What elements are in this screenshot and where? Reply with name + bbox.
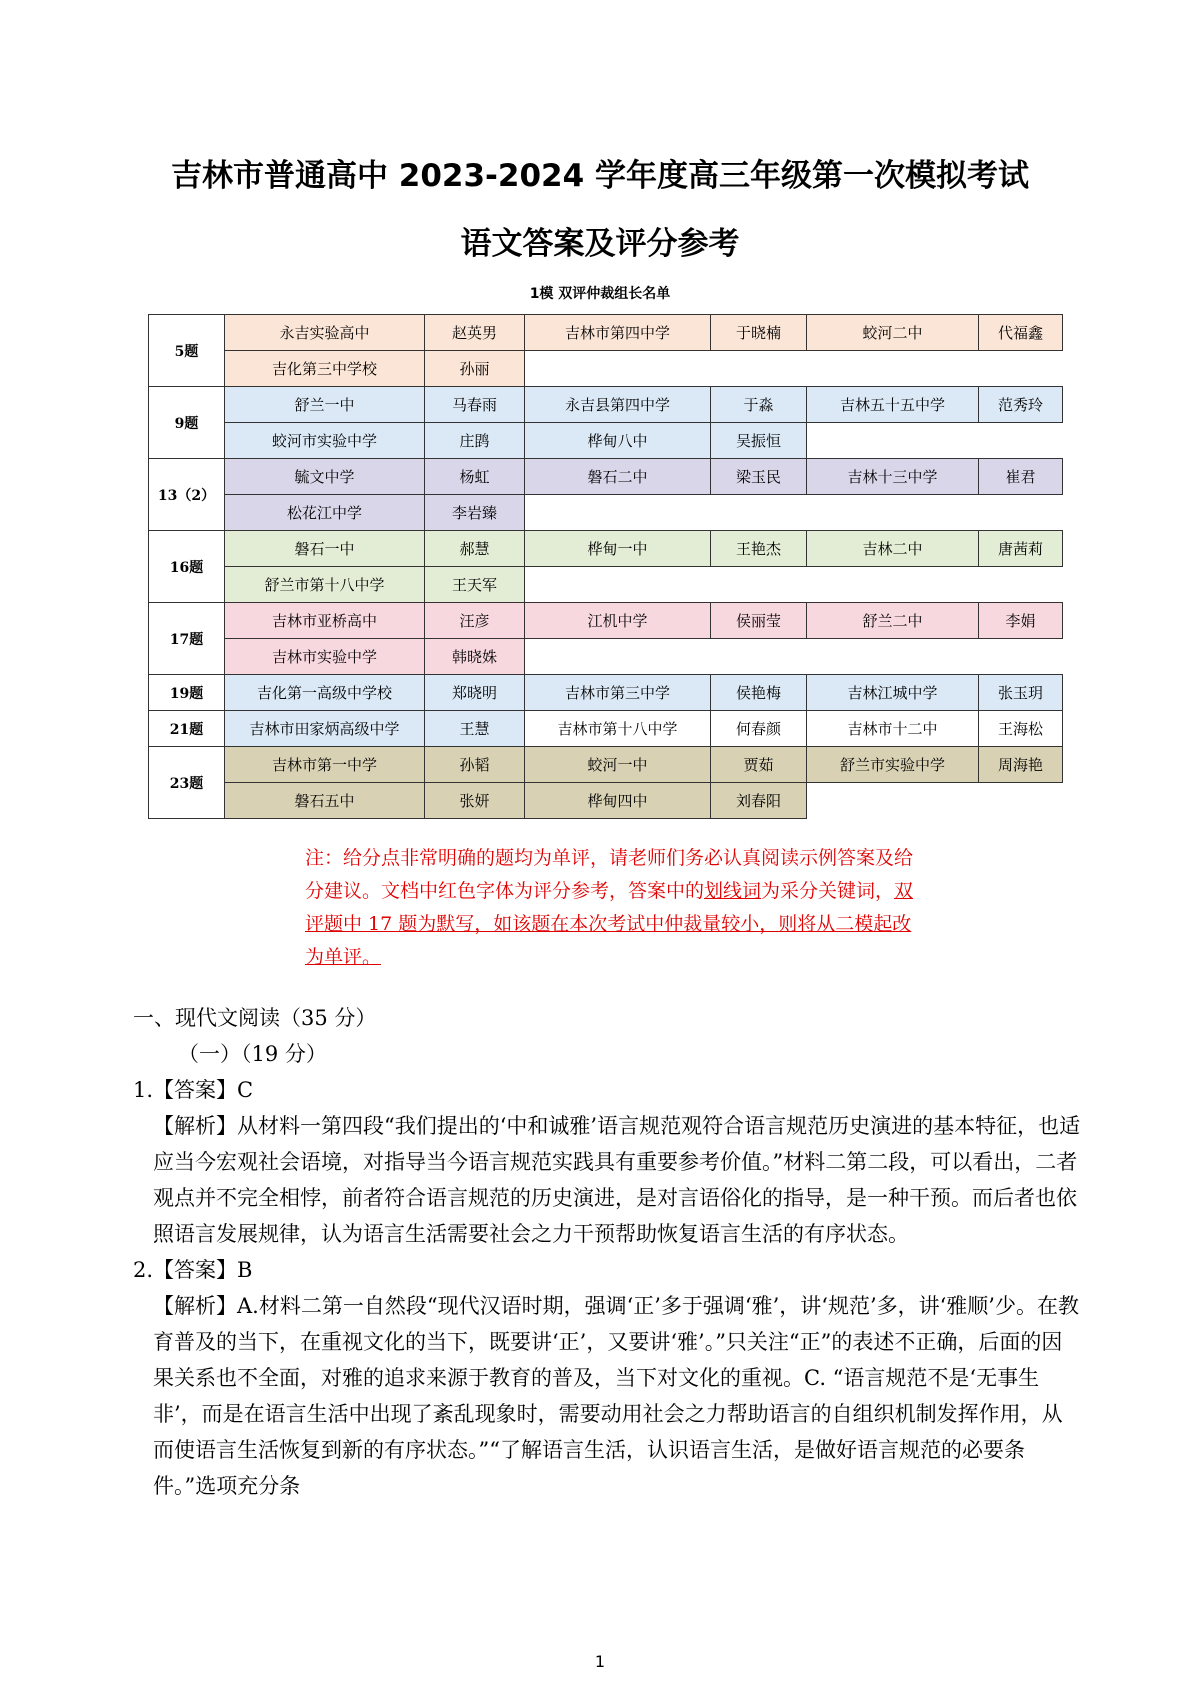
leader-cell: 赵英男 (425, 315, 525, 351)
empty-cell (807, 639, 979, 675)
note-text-2: 为采分关键词， (761, 880, 895, 902)
table-row (149, 567, 1063, 603)
leader-cell: 张妍 (425, 783, 525, 819)
school-cell: 江机中学 (525, 603, 711, 639)
question-label: 17题 (149, 603, 225, 675)
empty-cell (711, 639, 807, 675)
school-cell: 桦甸一中 (525, 531, 711, 567)
empty-cell (525, 567, 711, 603)
empty-cell (711, 567, 807, 603)
question-label: 21题 (149, 711, 225, 747)
leader-cell: 张玉玥 (979, 675, 1063, 711)
leader-cell: 杨虹 (425, 459, 525, 495)
school-cell: 松花江中学 (225, 495, 425, 531)
leader-cell: 崔君 (979, 459, 1063, 495)
question-label: 5题 (149, 315, 225, 387)
section-heading: 一、现代文阅读（35 分） (133, 1006, 377, 1030)
leader-cell: 韩晓姝 (425, 639, 525, 675)
subsection-heading: （一）（19 分） (178, 1042, 327, 1066)
school-cell: 永吉实验高中 (225, 315, 425, 351)
leader-cell: 贾茹 (711, 747, 807, 783)
leader-cell: 侯丽莹 (711, 603, 807, 639)
school-cell: 吉林市第三中学 (525, 675, 711, 711)
school-cell: 吉化第一高级中学校 (225, 675, 425, 711)
school-cell: 舒兰市实验中学 (807, 747, 979, 783)
document-title: 吉林市普通高中 2023-2024 学年度高三年级第一次模拟考试 (170, 158, 1029, 194)
leader-cell: 郑晓明 (425, 675, 525, 711)
table-row (149, 423, 1063, 459)
school-cell: 蛟河一中 (525, 747, 711, 783)
empty-cell (979, 567, 1063, 603)
school-cell: 舒兰一中 (225, 387, 425, 423)
leader-cell: 吴振恒 (711, 423, 807, 459)
school-cell: 吉林市亚桥高中 (225, 603, 425, 639)
arbitration-table (148, 314, 1063, 819)
school-cell: 毓文中学 (225, 459, 425, 495)
school-cell: 舒兰市第十八中学 (225, 567, 425, 603)
table-row (149, 495, 1063, 531)
leader-cell: 刘春阳 (711, 783, 807, 819)
school-cell: 吉林二中 (807, 531, 979, 567)
question-label: 9题 (149, 387, 225, 459)
school-cell: 磐石二中 (525, 459, 711, 495)
table-row (149, 387, 1063, 423)
school-cell: 蛟河市实验中学 (225, 423, 425, 459)
table-row (149, 711, 1063, 747)
grading-note (305, 842, 925, 974)
table-row (149, 747, 1063, 783)
question-label: 19题 (149, 675, 225, 711)
leader-cell: 于晓楠 (711, 315, 807, 351)
q2-explanation: 【解析】A.材料二第一自然段“现代汉语时期，强调‘正’多于强调‘雅’，讲‘规范’多，讲‘雅顺’少。在教育普及的当下，在重视文化的当下，既要讲‘正’，又要讲‘雅’。”只关注“正”的表述不正确，后面的因果关系也不全面，对雅的追求来源于教育的普及，当下对文化的重视。C. “语言规范不是‘无事生非’，而是在语言生活中出现了紊乱现象时，需要动用社会之力帮助语言的自组织机制发挥作用，从而使语言生活恢复到新的有序状态。”“了解语言生活，认识语言生活，是做好语言规范的必要条件。”选项充分条 (153, 1294, 1079, 1498)
document-subtitle: 语文答案及评分参考 (460, 226, 740, 262)
empty-cell (807, 567, 979, 603)
empty-cell (711, 351, 807, 387)
leader-cell: 范秀玲 (979, 387, 1063, 423)
school-cell: 吉化第三中学校 (225, 351, 425, 387)
empty-cell (979, 351, 1063, 387)
table-row (149, 675, 1063, 711)
question-label: 23题 (149, 747, 225, 819)
table-row (149, 315, 1063, 351)
table-row (149, 351, 1063, 387)
school-cell: 吉林江城中学 (807, 675, 979, 711)
school-cell: 磐石一中 (225, 531, 425, 567)
leader-cell: 王天军 (425, 567, 525, 603)
school-cell: 吉林五十五中学 (807, 387, 979, 423)
leader-cell: 李娟 (979, 603, 1063, 639)
school-cell: 桦甸八中 (525, 423, 711, 459)
leader-cell: 王慧 (425, 711, 525, 747)
table-row (149, 639, 1063, 675)
empty-cell (711, 495, 807, 531)
school-cell: 吉林市第十八中学 (525, 711, 711, 747)
leader-cell: 王艳杰 (711, 531, 807, 567)
empty-cell (525, 495, 711, 531)
empty-cell (807, 495, 979, 531)
empty-cell (807, 783, 979, 819)
empty-cell (525, 639, 711, 675)
note-text-1: 注：给分点非常明确的题均为单评，请老师们务必认真阅读示例答案及给分建议。文档中红色字体为评分参考，答案中的 (305, 847, 914, 902)
empty-cell (979, 639, 1063, 675)
school-cell: 舒兰二中 (807, 603, 979, 639)
school-cell: 蛟河二中 (807, 315, 979, 351)
leader-cell: 何春颜 (711, 711, 807, 747)
table-row (149, 603, 1063, 639)
empty-cell (525, 351, 711, 387)
empty-cell (979, 423, 1063, 459)
table-row (149, 783, 1063, 819)
leader-cell: 庄鹍 (425, 423, 525, 459)
leader-cell: 唐茜莉 (979, 531, 1063, 567)
empty-cell (807, 351, 979, 387)
school-cell: 吉林十三中学 (807, 459, 979, 495)
leader-cell: 孙丽 (425, 351, 525, 387)
leader-cell: 侯艳梅 (711, 675, 807, 711)
question-label: 13（2） (149, 459, 225, 531)
empty-cell (807, 423, 979, 459)
table-row (149, 531, 1063, 567)
table-row (149, 459, 1063, 495)
q2-answer: 2.【答案】B (133, 1258, 253, 1282)
school-cell: 吉林市十二中 (807, 711, 979, 747)
note-underlined-text: 双评题中 17 题为默写，如该题在本次考试中仲裁量较小，则将从二模起改为单评。 (305, 880, 914, 968)
note-underlined-keyword: 划线词 (704, 880, 762, 902)
page-number: 1 (594, 1652, 606, 1671)
empty-cell (979, 783, 1063, 819)
leader-cell: 于淼 (711, 387, 807, 423)
leader-cell: 梁玉民 (711, 459, 807, 495)
leader-cell: 郝慧 (425, 531, 525, 567)
school-cell: 桦甸四中 (525, 783, 711, 819)
leader-cell: 汪彦 (425, 603, 525, 639)
school-cell: 吉林市第四中学 (525, 315, 711, 351)
table-caption: 1模 双评仲裁组长名单 (529, 286, 671, 302)
answer-content (133, 1000, 1083, 1504)
leader-cell: 孙韬 (425, 747, 525, 783)
question-label: 16题 (149, 531, 225, 603)
leader-cell: 周海艳 (979, 747, 1063, 783)
leader-cell: 马春雨 (425, 387, 525, 423)
q1-explanation: 【解析】从材料一第四段“我们提出的‘中和诚雅’语言规范观符合语言规范历史演进的基本特征，也适应当今宏观社会语境，对指导当今语言规范实践具有重要参考价值。”材料二第二段，可以看出，二者观点并不完全相悖，前者符合语言规范的历史演进，是对言语俗化的指导，是一种干预。而后者也依照语言发展规律，认为语言生活需要社会之力干预帮助恢复语言生活的有序状态。 (153, 1114, 1081, 1246)
school-cell: 永吉县第四中学 (525, 387, 711, 423)
leader-cell: 王海松 (979, 711, 1063, 747)
school-cell: 吉林市田家炳高级中学 (225, 711, 425, 747)
empty-cell (979, 495, 1063, 531)
leader-cell: 李岩臻 (425, 495, 525, 531)
school-cell: 吉林市实验中学 (225, 639, 425, 675)
school-cell: 磐石五中 (225, 783, 425, 819)
leader-cell: 代福鑫 (979, 315, 1063, 351)
school-cell: 吉林市第一中学 (225, 747, 425, 783)
q1-answer: 1.【答案】C (133, 1078, 254, 1102)
